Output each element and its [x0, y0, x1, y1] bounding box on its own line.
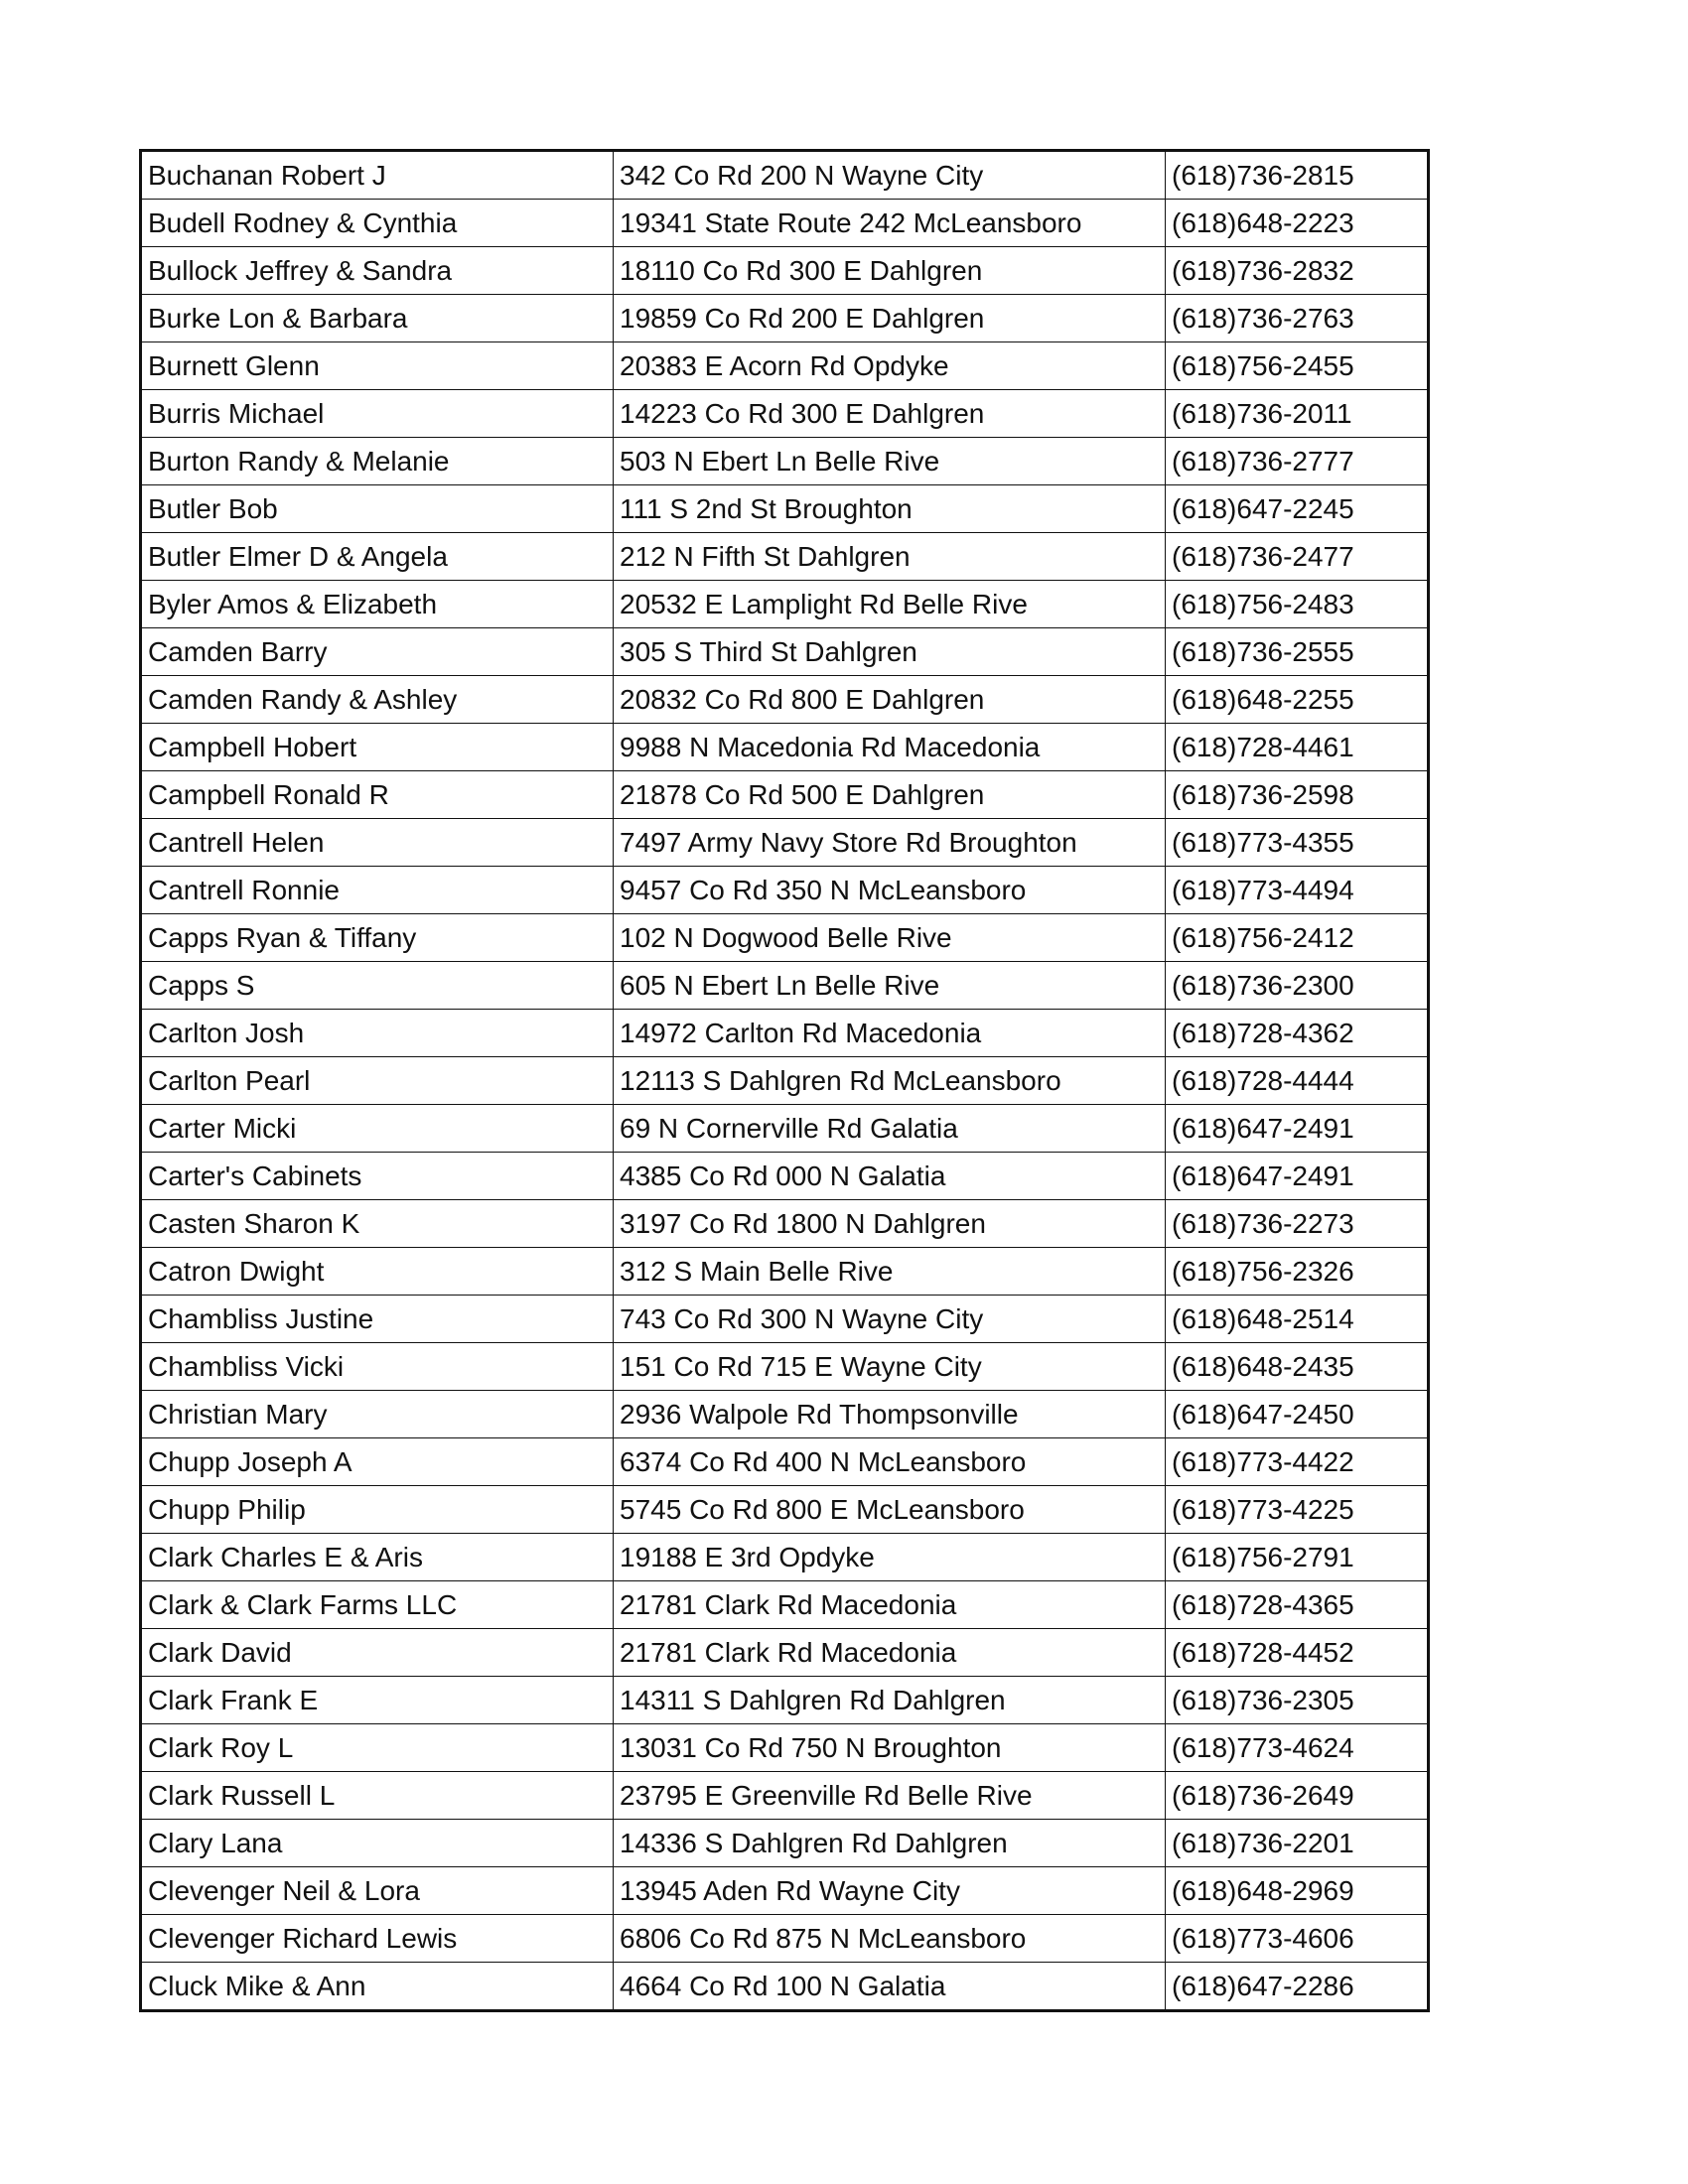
table-row — [141, 200, 1429, 247]
address-cell: 13945 Aden Rd Wayne City — [614, 1867, 1166, 1915]
phone-cell: (618)647-2245 — [1166, 485, 1429, 533]
table-row — [141, 1629, 1429, 1677]
table-row — [141, 1867, 1429, 1915]
phone-cell: (618)728-4444 — [1166, 1057, 1429, 1105]
address-cell: 14336 S Dahlgren Rd Dahlgren — [614, 1820, 1166, 1867]
table-row — [141, 485, 1429, 533]
phone-cell: (618)756-2791 — [1166, 1534, 1429, 1581]
phone-cell: (618)773-4606 — [1166, 1915, 1429, 1963]
phone-cell: (618)648-2223 — [1166, 200, 1429, 247]
table-row — [141, 1677, 1429, 1724]
name-cell: Camden Randy & Ashley — [141, 676, 614, 724]
table-row — [141, 1296, 1429, 1343]
address-cell: 14223 Co Rd 300 E Dahlgren — [614, 390, 1166, 438]
name-cell: Capps Ryan & Tiffany — [141, 914, 614, 962]
name-cell: Cantrell Helen — [141, 819, 614, 867]
address-cell: 605 N Ebert Ln Belle Rive — [614, 962, 1166, 1010]
phone-cell: (618)647-2491 — [1166, 1105, 1429, 1153]
table-row — [141, 1820, 1429, 1867]
name-cell: Clark Charles E & Aris — [141, 1534, 614, 1581]
address-cell: 305 S Third St Dahlgren — [614, 628, 1166, 676]
phone-cell: (618)756-2483 — [1166, 581, 1429, 628]
name-cell: Carter Micki — [141, 1105, 614, 1153]
address-cell: 20532 E Lamplight Rd Belle Rive — [614, 581, 1166, 628]
table-row — [141, 342, 1429, 390]
table-row — [141, 867, 1429, 914]
name-cell: Burke Lon & Barbara — [141, 295, 614, 342]
table-row — [141, 1105, 1429, 1153]
phone-cell: (618)736-2477 — [1166, 533, 1429, 581]
name-cell: Chambliss Vicki — [141, 1343, 614, 1391]
name-cell: Capps S — [141, 962, 614, 1010]
address-cell: 9988 N Macedonia Rd Macedonia — [614, 724, 1166, 771]
name-cell: Christian Mary — [141, 1391, 614, 1438]
address-cell: 212 N Fifth St Dahlgren — [614, 533, 1166, 581]
address-cell: 4385 Co Rd 000 N Galatia — [614, 1153, 1166, 1200]
name-cell: Byler Amos & Elizabeth — [141, 581, 614, 628]
phone-cell: (618)736-2832 — [1166, 247, 1429, 295]
phone-cell: (618)736-2305 — [1166, 1677, 1429, 1724]
table-row — [141, 1200, 1429, 1248]
address-cell: 19341 State Route 242 McLeansboro — [614, 200, 1166, 247]
address-cell: 20832 Co Rd 800 E Dahlgren — [614, 676, 1166, 724]
name-cell: Casten Sharon K — [141, 1200, 614, 1248]
address-cell: 20383 E Acorn Rd Opdyke — [614, 342, 1166, 390]
table-row — [141, 1486, 1429, 1534]
name-cell: Catron Dwight — [141, 1248, 614, 1296]
table-row — [141, 247, 1429, 295]
phone-cell: (618)736-2649 — [1166, 1772, 1429, 1820]
address-cell: 21781 Clark Rd Macedonia — [614, 1581, 1166, 1629]
address-cell: 4664 Co Rd 100 N Galatia — [614, 1963, 1166, 2011]
name-cell: Bullock Jeffrey & Sandra — [141, 247, 614, 295]
table-row — [141, 1963, 1429, 2011]
address-cell: 14311 S Dahlgren Rd Dahlgren — [614, 1677, 1166, 1724]
phone-cell: (618)736-2273 — [1166, 1200, 1429, 1248]
name-cell: Carlton Pearl — [141, 1057, 614, 1105]
name-cell: Campbell Hobert — [141, 724, 614, 771]
directory-body — [141, 151, 1429, 2011]
phone-cell: (618)736-2011 — [1166, 390, 1429, 438]
phone-cell: (618)736-2555 — [1166, 628, 1429, 676]
phone-cell: (618)728-4362 — [1166, 1010, 1429, 1057]
table-row — [141, 771, 1429, 819]
table-row — [141, 390, 1429, 438]
table-row — [141, 1343, 1429, 1391]
table-row — [141, 581, 1429, 628]
name-cell: Carlton Josh — [141, 1010, 614, 1057]
table-row — [141, 1153, 1429, 1200]
address-cell: 151 Co Rd 715 E Wayne City — [614, 1343, 1166, 1391]
name-cell: Burris Michael — [141, 390, 614, 438]
name-cell: Clark David — [141, 1629, 614, 1677]
address-cell: 19859 Co Rd 200 E Dahlgren — [614, 295, 1166, 342]
table-row — [141, 914, 1429, 962]
name-cell: Clevenger Richard Lewis — [141, 1915, 614, 1963]
phone-cell: (618)736-2763 — [1166, 295, 1429, 342]
name-cell: Chambliss Justine — [141, 1296, 614, 1343]
table-row — [141, 962, 1429, 1010]
table-row — [141, 1915, 1429, 1963]
address-cell: 6374 Co Rd 400 N McLeansboro — [614, 1438, 1166, 1486]
phone-cell: (618)647-2491 — [1166, 1153, 1429, 1200]
table-row — [141, 533, 1429, 581]
address-cell: 3197 Co Rd 1800 N Dahlgren — [614, 1200, 1166, 1248]
phone-cell: (618)648-2969 — [1166, 1867, 1429, 1915]
address-cell: 69 N Cornerville Rd Galatia — [614, 1105, 1166, 1153]
table-row — [141, 295, 1429, 342]
phone-cell: (618)736-2815 — [1166, 151, 1429, 200]
phone-cell: (618)756-2455 — [1166, 342, 1429, 390]
phone-cell: (618)773-4355 — [1166, 819, 1429, 867]
phone-cell: (618)756-2412 — [1166, 914, 1429, 962]
table-row — [141, 628, 1429, 676]
address-cell: 503 N Ebert Ln Belle Rive — [614, 438, 1166, 485]
address-cell: 18110 Co Rd 300 E Dahlgren — [614, 247, 1166, 295]
name-cell: Clark & Clark Farms LLC — [141, 1581, 614, 1629]
name-cell: Butler Bob — [141, 485, 614, 533]
name-cell: Chupp Philip — [141, 1486, 614, 1534]
table-row — [141, 1581, 1429, 1629]
address-cell: 6806 Co Rd 875 N McLeansboro — [614, 1915, 1166, 1963]
phone-cell: (618)648-2255 — [1166, 676, 1429, 724]
name-cell: Clary Lana — [141, 1820, 614, 1867]
address-cell: 19188 E 3rd Opdyke — [614, 1534, 1166, 1581]
table-row — [141, 724, 1429, 771]
address-cell: 21878 Co Rd 500 E Dahlgren — [614, 771, 1166, 819]
address-cell: 342 Co Rd 200 N Wayne City — [614, 151, 1166, 200]
directory-table — [139, 149, 1430, 2012]
address-cell: 12113 S Dahlgren Rd McLeansboro — [614, 1057, 1166, 1105]
phone-cell: (618)773-4624 — [1166, 1724, 1429, 1772]
table-row — [141, 438, 1429, 485]
phone-cell: (618)773-4225 — [1166, 1486, 1429, 1534]
address-cell: 743 Co Rd 300 N Wayne City — [614, 1296, 1166, 1343]
phone-cell: (618)647-2450 — [1166, 1391, 1429, 1438]
address-cell: 7497 Army Navy Store Rd Broughton — [614, 819, 1166, 867]
name-cell: Clark Frank E — [141, 1677, 614, 1724]
phone-cell: (618)728-4452 — [1166, 1629, 1429, 1677]
name-cell: Clark Roy L — [141, 1724, 614, 1772]
phone-cell: (618)647-2286 — [1166, 1963, 1429, 2011]
phone-cell: (618)648-2435 — [1166, 1343, 1429, 1391]
phone-cell: (618)756-2326 — [1166, 1248, 1429, 1296]
name-cell: Budell Rodney & Cynthia — [141, 200, 614, 247]
table-row — [141, 1534, 1429, 1581]
name-cell: Carter's Cabinets — [141, 1153, 614, 1200]
table-row — [141, 1724, 1429, 1772]
name-cell: Campbell Ronald R — [141, 771, 614, 819]
phone-cell: (618)773-4494 — [1166, 867, 1429, 914]
address-cell: 111 S 2nd St Broughton — [614, 485, 1166, 533]
table-row — [141, 1391, 1429, 1438]
name-cell: Butler Elmer D & Angela — [141, 533, 614, 581]
name-cell: Chupp Joseph A — [141, 1438, 614, 1486]
name-cell: Clark Russell L — [141, 1772, 614, 1820]
phone-cell: (618)728-4365 — [1166, 1581, 1429, 1629]
table-row — [141, 676, 1429, 724]
name-cell: Burnett Glenn — [141, 342, 614, 390]
table-row — [141, 151, 1429, 200]
phone-cell: (618)648-2514 — [1166, 1296, 1429, 1343]
name-cell: Burton Randy & Melanie — [141, 438, 614, 485]
address-cell: 21781 Clark Rd Macedonia — [614, 1629, 1166, 1677]
address-cell: 5745 Co Rd 800 E McLeansboro — [614, 1486, 1166, 1534]
phone-cell: (618)773-4422 — [1166, 1438, 1429, 1486]
table-row — [141, 819, 1429, 867]
address-cell: 2936 Walpole Rd Thompsonville — [614, 1391, 1166, 1438]
name-cell: Camden Barry — [141, 628, 614, 676]
address-cell: 9457 Co Rd 350 N McLeansboro — [614, 867, 1166, 914]
address-cell: 14972 Carlton Rd Macedonia — [614, 1010, 1166, 1057]
table-row — [141, 1057, 1429, 1105]
phone-cell: (618)736-2201 — [1166, 1820, 1429, 1867]
table-row — [141, 1010, 1429, 1057]
name-cell: Cantrell Ronnie — [141, 867, 614, 914]
phone-cell: (618)728-4461 — [1166, 724, 1429, 771]
name-cell: Clevenger Neil & Lora — [141, 1867, 614, 1915]
table-row — [141, 1772, 1429, 1820]
address-cell: 23795 E Greenville Rd Belle Rive — [614, 1772, 1166, 1820]
table-row — [141, 1248, 1429, 1296]
address-cell: 312 S Main Belle Rive — [614, 1248, 1166, 1296]
address-cell: 102 N Dogwood Belle Rive — [614, 914, 1166, 962]
name-cell: Cluck Mike & Ann — [141, 1963, 614, 2011]
phone-cell: (618)736-2300 — [1166, 962, 1429, 1010]
name-cell: Buchanan Robert J — [141, 151, 614, 200]
phone-cell: (618)736-2777 — [1166, 438, 1429, 485]
table-row — [141, 1438, 1429, 1486]
address-cell: 13031 Co Rd 750 N Broughton — [614, 1724, 1166, 1772]
phone-cell: (618)736-2598 — [1166, 771, 1429, 819]
